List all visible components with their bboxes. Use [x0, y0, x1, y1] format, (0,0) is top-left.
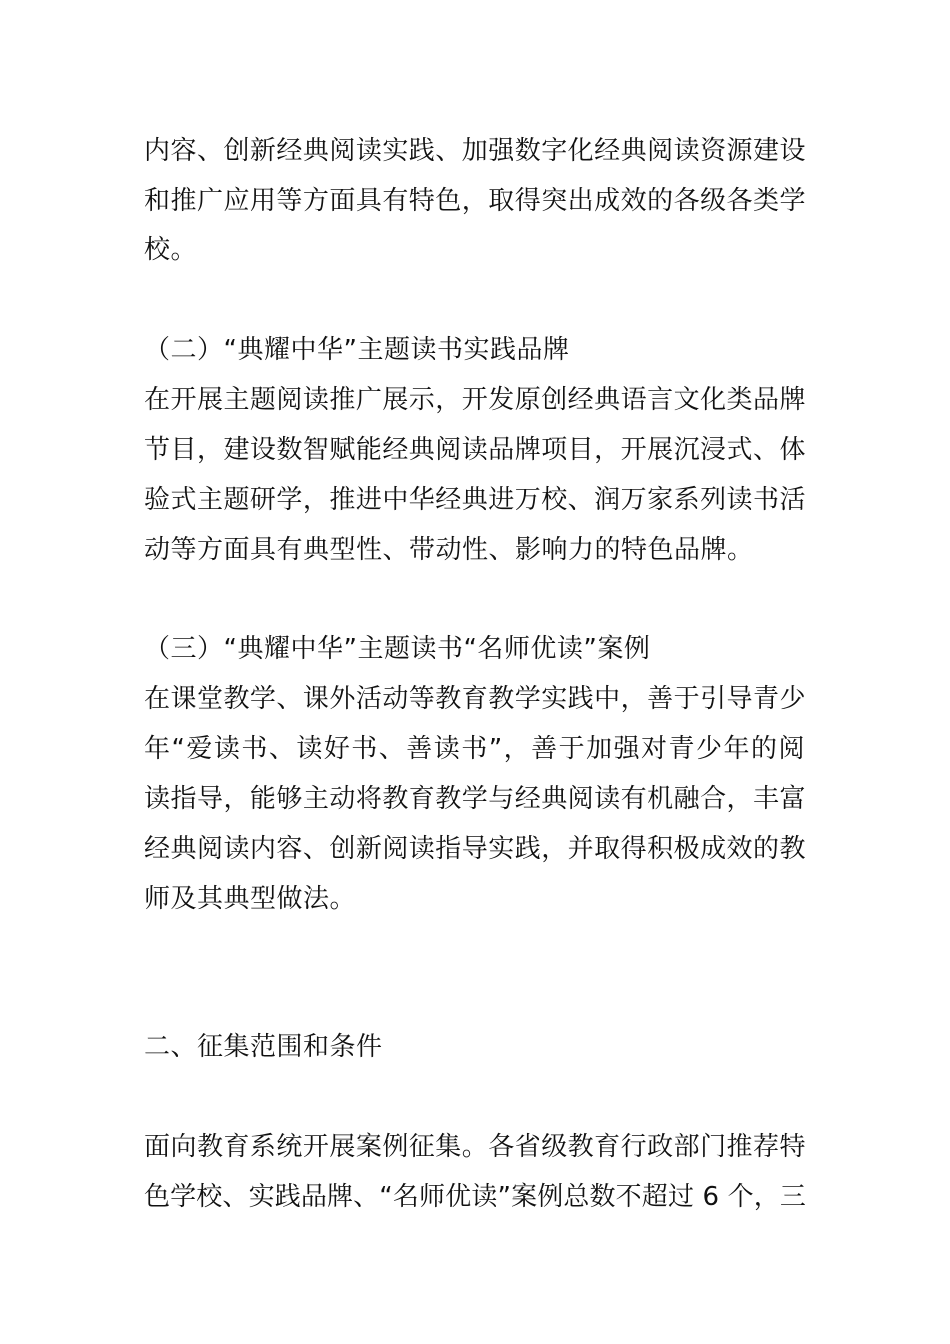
paragraph-line: 动等方面具有典型性、带动性、影响力的特色品牌。 [144, 535, 754, 565]
paragraph-line: 读指导，能够主动将教育教学与经典阅读有机融合，丰富 [144, 784, 807, 814]
paragraph-line: 和推广应用等方面具有特色，取得突出成效的各级各类学 [144, 186, 807, 216]
paragraph-line: 在开展主题阅读推广展示，开发原创经典语言文化类品牌 [144, 385, 807, 415]
paragraph-line: 节目，建设数智赋能经典阅读品牌项目，开展沉浸式、体 [144, 435, 807, 465]
paragraph-line: 面向教育系统开展案例征集。各省级教育行政部门推荐特 [144, 1132, 807, 1162]
paragraph-line: 年“爱读书、读好书、善读书”，善于加强对青少年的阅 [144, 734, 806, 764]
paragraph-line: 师及其典型做法。 [144, 884, 357, 914]
paragraph-line: 在课堂教学、课外活动等教育教学实践中，善于引导青少 [144, 684, 807, 714]
section-heading: 二、征集范围和条件 [144, 1032, 383, 1062]
subsection-heading: （三）“典耀中华”主题读书“名师优读”案例 [144, 634, 651, 664]
paragraph-line: 经典阅读内容、创新阅读指导实践，并取得积极成效的教 [144, 834, 807, 864]
paragraph-line: 验式主题研学，推进中华经典进万校、润万家系列读书活 [144, 485, 807, 515]
subsection-heading: （二）“典耀中华”主题读书实践品牌 [144, 335, 570, 365]
paragraph-line: 色学校、实践品牌、“名师优读”案例总数不超过 6 个，三 [144, 1182, 807, 1212]
paragraph-line: 内容、创新经典阅读实践、加强数字化经典阅读资源建设 [144, 136, 807, 166]
paragraph-line: 校。 [144, 235, 198, 265]
